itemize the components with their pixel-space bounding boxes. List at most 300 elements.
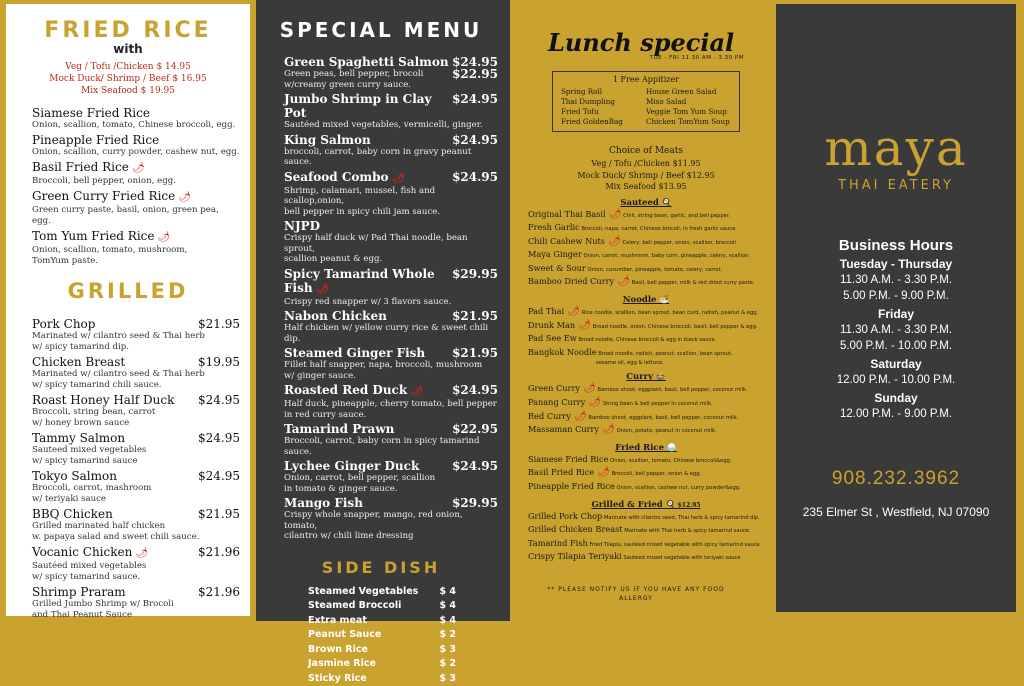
item-name-row bbox=[284, 133, 498, 147]
appetizer-box bbox=[552, 71, 740, 132]
logo-subtitle: THAI EATERY bbox=[776, 178, 1016, 193]
item-desc-line: Grilled marinated half chicken bbox=[32, 521, 240, 532]
special-item bbox=[284, 459, 498, 494]
item-desc-line: Sautéed mixed vegetables bbox=[32, 561, 240, 572]
side-dish-list bbox=[284, 585, 498, 686]
chili-pepper-icon: 🌶 bbox=[575, 320, 591, 331]
appetizer-item: Fried Tofu bbox=[561, 107, 646, 117]
item-desc-line: Onion, scallion, tomato, Chinese broccoli, egg. bbox=[32, 120, 240, 131]
address: 235 Elmer St , Westfield, NJ 07090 bbox=[776, 505, 1016, 519]
item-desc bbox=[32, 205, 240, 227]
business-hours bbox=[776, 257, 1016, 422]
lunch-item bbox=[528, 263, 764, 277]
menu-item bbox=[32, 545, 240, 583]
appetizer-item: Spring Roll bbox=[561, 87, 646, 97]
chili-pepper-icon: 🌶 bbox=[605, 236, 621, 247]
lunch-section-title bbox=[528, 371, 764, 382]
item-name-row bbox=[32, 393, 240, 407]
item-name: Tom Yum Fried Rice 🌶 bbox=[32, 229, 170, 245]
side-dish-row bbox=[284, 599, 498, 614]
special-item bbox=[284, 219, 498, 265]
lunch-item-desc: Broad noodle, onion, Chinese broccoli, basil, bell pepper & egg. bbox=[591, 324, 758, 330]
dish-icon: 🍳 bbox=[663, 499, 676, 509]
chili-pepper-icon: 🌶 bbox=[614, 276, 630, 287]
lunch-item bbox=[528, 209, 764, 223]
lunch-item-desc: Basil, bell pepper, milk & red dried curry paste. bbox=[630, 280, 755, 286]
lunch-item-desc: Onion, potato, peanut in coconut milk. bbox=[615, 428, 717, 434]
item-name-row bbox=[32, 545, 240, 561]
item-price: $29.95 bbox=[452, 496, 498, 510]
section-label: Curry bbox=[626, 372, 653, 382]
side-dish-row bbox=[284, 585, 498, 600]
menu-item bbox=[32, 469, 240, 505]
item-desc bbox=[284, 510, 498, 542]
side-dish-name: Brown Rice bbox=[308, 643, 368, 658]
lunch-item-desc: Marinate with cilantro seed, Thai herb & spicy tamarind dip. bbox=[602, 515, 760, 521]
lunch-item bbox=[528, 347, 764, 361]
item-desc bbox=[32, 407, 240, 429]
lunch-item-name: Massaman Curry bbox=[528, 424, 599, 434]
item-desc bbox=[32, 599, 240, 621]
lunch-item bbox=[528, 551, 764, 565]
item-name-row bbox=[284, 383, 498, 399]
lunch-item bbox=[528, 320, 764, 334]
lunch-item-desc: Chili, string bean, garlic, and bell pepper. bbox=[622, 213, 731, 219]
dish-icon: 🍜 bbox=[656, 294, 669, 304]
item-desc-line: Broccoli, string bean, carrot bbox=[32, 407, 240, 418]
item-name-row bbox=[284, 92, 498, 120]
special-menu-panel bbox=[256, 0, 510, 621]
chili-pepper-icon: 🌶 bbox=[132, 548, 148, 559]
item-name-row bbox=[284, 170, 498, 186]
item-name: King Salmon bbox=[284, 133, 371, 147]
item-desc bbox=[284, 186, 498, 218]
lunch-item-desc: String bean & bell pepper in coconut milk. bbox=[601, 401, 712, 407]
item-name: Green Curry Fried Rice 🌶 bbox=[32, 189, 191, 205]
hours-time: 5.00 P.M. - 9.00 P.M. bbox=[776, 288, 1016, 304]
lunch-item bbox=[528, 222, 764, 236]
lunch-item bbox=[528, 411, 764, 425]
lunch-item bbox=[528, 454, 764, 468]
lunch-item bbox=[528, 424, 764, 438]
lunch-item-name: Drunk Man bbox=[528, 320, 575, 330]
item-name-row bbox=[284, 346, 498, 360]
price-line: Mock Duck/ Shrimp / Beef $ 16.95 bbox=[16, 73, 240, 85]
item-name: Siamese Fried Rice bbox=[32, 106, 150, 120]
item-name: Shrimp Praram bbox=[32, 585, 126, 599]
lunch-item-desc: Marinate with Thai herb & spicy tamarind sauce. bbox=[623, 528, 751, 534]
appetizer-item: Chicken TomYum Soup bbox=[646, 117, 731, 127]
lunch-item-desc: Fried Tilapia, sautéed mixed vegetable with spicy tamarind sauce bbox=[588, 542, 760, 548]
item-name: Seafood Combo 🌶 bbox=[284, 170, 405, 186]
maya-logo: maya bbox=[776, 122, 1016, 174]
menu-item bbox=[32, 189, 240, 227]
appetizer-item: Thai Dumpling bbox=[561, 97, 646, 107]
item-desc-line: Broccoli, bell pepper, onion, egg. bbox=[32, 176, 240, 187]
lunch-item-name: Pineapple Fried Rice bbox=[528, 481, 615, 491]
lunch-item-name: Original Thai Basil bbox=[528, 209, 606, 219]
grilled-list bbox=[32, 317, 240, 621]
item-desc bbox=[284, 399, 498, 420]
lunch-item-desc: Bamboo shoot, eggplant, basil, bell pepper, coconut milk. bbox=[596, 387, 748, 393]
dish-icon: 🍚 bbox=[664, 442, 677, 452]
item-desc-line: Half chicken w/ yellow curry rice & sweet chili dip. bbox=[284, 323, 498, 344]
item-desc-line: w/ ginger sauce. bbox=[284, 371, 498, 382]
item-name-row bbox=[32, 355, 240, 369]
item-price: $24.95 bbox=[452, 383, 498, 399]
lunch-item-name: Chili Cashew Nuts bbox=[528, 236, 605, 246]
side-dish-row bbox=[284, 672, 498, 686]
item-desc-line: w/ teriyaki sauce bbox=[32, 494, 240, 505]
lunch-item bbox=[528, 236, 764, 250]
lunch-item-desc: Broccoli, napa, carrot, Chinese brocoli, in fresh garlic sauce. bbox=[580, 226, 737, 232]
with-label: with bbox=[16, 43, 240, 56]
item-desc-line: bell pepper in spicy chili jam sauce. bbox=[284, 207, 498, 218]
lunch-section-title bbox=[528, 442, 764, 453]
hours-time: 12.00 P.M. - 10.00 P.M. bbox=[776, 372, 1016, 388]
side-dish-name: Sticky Rice bbox=[308, 672, 367, 686]
price-line: Mix Seafood $ 19.95 bbox=[16, 85, 240, 97]
special-item bbox=[284, 170, 498, 218]
side-dish-price: $ 4 bbox=[439, 614, 456, 629]
lunch-item-name: Maya Ginger bbox=[528, 249, 582, 259]
side-dish-price: $ 2 bbox=[439, 657, 456, 672]
item-name-row bbox=[284, 496, 498, 510]
item-desc-line: Broccoli, carrot, mashroom bbox=[32, 483, 240, 494]
allergy-notice: ** PLEASE NOTIFY US IF YOU HAVE ANY FOOD ALLERGY bbox=[528, 585, 764, 603]
lunch-item-name: Tamarind Fish bbox=[528, 538, 588, 548]
item-price: $21.95 bbox=[198, 507, 240, 521]
item-price: $24.95 bbox=[198, 431, 240, 445]
special-item bbox=[284, 133, 498, 168]
item-desc bbox=[32, 331, 240, 353]
lunch-item bbox=[528, 511, 764, 525]
item-desc bbox=[32, 147, 240, 158]
item-name-row bbox=[284, 219, 498, 233]
item-desc-line: Sauteed mixed vegetables bbox=[32, 445, 240, 456]
chili-pepper-icon: 🌶 bbox=[154, 232, 170, 243]
menu-item bbox=[32, 317, 240, 353]
item-desc-line: Sautéed mixed vegetables, vermicelli, ginger. bbox=[284, 120, 498, 131]
item-price: $21.96 bbox=[198, 545, 240, 561]
side-dish-row bbox=[284, 643, 498, 658]
hours-day: Tuesday - Thursday bbox=[776, 257, 1016, 272]
chili-pepper-icon: 🌶 bbox=[585, 397, 601, 408]
item-name-row bbox=[32, 160, 240, 176]
dish-icon: 🍳 bbox=[659, 197, 672, 207]
menu-item bbox=[32, 507, 240, 543]
item-price: $24.95 bbox=[452, 459, 498, 473]
item-desc-line: w/ spicy tamarind chili sauce. bbox=[32, 380, 240, 391]
item-name: Roast Honey Half Duck bbox=[32, 393, 174, 407]
appetizer-grid bbox=[561, 87, 731, 127]
item-desc bbox=[284, 323, 498, 344]
item-price: $24.95 bbox=[452, 133, 498, 147]
lunch-item-name: Bangkok Noodle bbox=[528, 347, 597, 357]
menu-item bbox=[32, 431, 240, 467]
lunch-section-title bbox=[528, 294, 764, 305]
lunch-item-desc: Onion, scallion, cashew nut, curry powder&egg. bbox=[615, 485, 741, 491]
item-desc-line: Fillet half snapper, napa, broccoli, mushroom bbox=[284, 360, 498, 371]
hours-time: 11.30 A.M. - 3.30 P.M. bbox=[776, 322, 1016, 338]
fried-rice-title: FRIED RICE bbox=[16, 18, 240, 43]
lunch-item-name: Crispy Tilapia Teriyaki bbox=[528, 551, 622, 561]
meats-title: Choice of Meats bbox=[528, 146, 764, 156]
lunch-item bbox=[528, 538, 764, 552]
fried-rice-grilled-panel bbox=[6, 4, 250, 616]
chili-pepper-icon: 🌶 bbox=[388, 173, 404, 184]
chili-pepper-icon: 🌶 bbox=[129, 163, 145, 174]
lunch-item-desc: Broad noodle, Chinese broccoli & egg in black sauce. bbox=[577, 337, 716, 343]
item-desc-line: cilantro w/ chili lime dressing bbox=[284, 531, 498, 542]
item-name-row bbox=[284, 422, 498, 436]
item-desc-line: broccoli, carrot, baby corn in gravy peanut sauce. bbox=[284, 147, 498, 168]
item-price: $24.95 bbox=[452, 170, 498, 186]
lunch-item-name: Fresh Garlic bbox=[528, 222, 580, 232]
item-name: NJPD bbox=[284, 219, 320, 233]
item-name: Lychee Ginger Duck bbox=[284, 459, 419, 473]
lunch-item-name: Pad See Ew bbox=[528, 333, 577, 343]
item-desc bbox=[284, 233, 498, 265]
item-desc-line: w/ spicy tamarind sauce bbox=[32, 456, 240, 467]
item-desc-line: w/ spicy tamarind dip. bbox=[32, 342, 240, 353]
item-desc bbox=[284, 473, 498, 494]
item-desc-line: Onion, scallion, curry powder, cashew nut, egg. bbox=[32, 147, 240, 158]
item-desc-line: Onion, scallion, tomato, mushroom, bbox=[32, 245, 240, 256]
menu-item bbox=[32, 160, 240, 187]
lunch-item-desc: Bamboo shoot, eggplant, basil, bell pepper, coconut milk. bbox=[587, 415, 739, 421]
meat-price-line: Mix Seafood $13.95 bbox=[528, 181, 764, 193]
item-name-row bbox=[32, 189, 240, 205]
special-item bbox=[284, 422, 498, 457]
chili-pepper-icon: 🌶 bbox=[606, 209, 622, 220]
item-name-row bbox=[284, 267, 498, 297]
lunch-item-name: Red Curry bbox=[528, 411, 571, 421]
lunch-item bbox=[528, 306, 764, 320]
item-name-row bbox=[32, 469, 240, 483]
item-name: Spicy Tamarind Whole Fish 🌶 bbox=[284, 267, 452, 297]
side-dish-row bbox=[284, 628, 498, 643]
item-desc bbox=[32, 483, 240, 505]
lunch-item-desc: Celery, bell pepper, onion, scallion, broccoli bbox=[621, 240, 736, 246]
item-name: Vocanic Chicken 🌶 bbox=[32, 545, 148, 561]
lunch-item-name: Bamboo Dried Curry bbox=[528, 276, 614, 286]
lunch-item-desc: sesame oil, egg & lettuce. bbox=[528, 360, 764, 367]
menu-item bbox=[32, 229, 240, 267]
item-desc-line: Marinated w/ cilantro seed & Thai herb bbox=[32, 369, 240, 380]
side-dish-price: $ 3 bbox=[439, 643, 456, 658]
item-desc-line: Shrimp, calamari, mussel, fish and scallop,onion, bbox=[284, 186, 498, 207]
appetizer-item: Veggie Tom Yum Soup bbox=[646, 107, 731, 117]
lunch-item-name: Grilled Chicken Breast bbox=[528, 524, 623, 534]
item-name-row bbox=[32, 106, 240, 120]
item-name: Green Spaghetti Salmon bbox=[284, 55, 449, 69]
item-price-secondary: $22.95 bbox=[452, 69, 498, 80]
item-name-row bbox=[32, 585, 240, 599]
item-desc-line: Onion, carrot, bell pepper, scallion bbox=[284, 473, 498, 484]
section-label: Fried Rice bbox=[615, 443, 664, 453]
item-name-row bbox=[284, 459, 498, 473]
side-dish-name: Extra meat bbox=[308, 614, 367, 629]
lunch-item bbox=[528, 383, 764, 397]
item-desc bbox=[32, 521, 240, 543]
hours-time: 11.30 A.M. - 3.30 P.M. bbox=[776, 272, 1016, 288]
item-name-row bbox=[32, 507, 240, 521]
item-desc bbox=[284, 297, 498, 308]
lunch-sections bbox=[528, 197, 764, 565]
item-name: Jumbo Shrimp in Clay Pot bbox=[284, 92, 452, 120]
special-item bbox=[284, 267, 498, 308]
info-panel bbox=[776, 4, 1016, 612]
lunch-item bbox=[528, 467, 764, 481]
meats-list bbox=[528, 158, 764, 193]
chili-pepper-icon: 🌶 bbox=[571, 411, 587, 422]
menu-item bbox=[32, 355, 240, 391]
item-price: $24.95 bbox=[198, 393, 240, 407]
grilled-title: GRILLED bbox=[16, 279, 240, 303]
item-desc bbox=[32, 445, 240, 467]
side-dish-name: Jasmine Rice bbox=[308, 657, 376, 672]
special-item bbox=[284, 496, 498, 542]
item-desc bbox=[284, 436, 498, 457]
lunch-special-panel bbox=[512, 0, 774, 621]
meat-price-line: Veg / Tofu /Chicken $11.95 bbox=[528, 158, 764, 170]
appetizer-item: Miso Salad bbox=[646, 97, 731, 107]
item-name: Tammy Salmon bbox=[32, 431, 125, 445]
hours-day: Saturday bbox=[776, 357, 1016, 372]
chili-pepper-icon: 🌶 bbox=[175, 192, 191, 203]
hours-time: 12.00 P.M. - 9.00 P.M. bbox=[776, 406, 1016, 422]
special-menu-list bbox=[284, 55, 498, 542]
item-price: $21.95 bbox=[452, 346, 498, 360]
item-name: Mango Fish bbox=[284, 496, 363, 510]
item-desc bbox=[32, 176, 240, 187]
item-name-row bbox=[32, 229, 240, 245]
lunch-item-desc: Onion, carrot, mushroom, baby corn, pineapple, celery, scallion. bbox=[582, 253, 750, 259]
appetizer-title: 1 Free Appitizer bbox=[561, 75, 731, 84]
lunch-item-name: Grilled Pork Chop bbox=[528, 511, 602, 521]
item-price: $29.95 bbox=[452, 267, 498, 297]
item-name-row bbox=[32, 133, 240, 147]
lunch-item bbox=[528, 524, 764, 538]
lunch-item bbox=[528, 481, 764, 495]
item-desc-line: w. papaya salad and sweet chili sauce. bbox=[32, 532, 240, 543]
lunch-item-desc: Sauteed mixed vegetable with teriyaki sauce bbox=[622, 555, 741, 561]
lunch-item-name: Pad Thai bbox=[528, 306, 564, 316]
item-desc bbox=[284, 69, 498, 90]
item-desc-line: Grilled Jumbo Shrimp w/ Brocoli bbox=[32, 599, 240, 610]
item-desc bbox=[284, 120, 498, 131]
side-dish-name: Steamed Broccoli bbox=[308, 599, 401, 614]
item-name-row bbox=[32, 317, 240, 331]
business-hours-title: Business Hours bbox=[776, 237, 1016, 254]
item-price: $21.96 bbox=[198, 585, 240, 599]
dish-icon: 🍲 bbox=[653, 371, 666, 381]
lunch-item-desc: Onion, cucumber, pineapple, tomato, celery, carrot. bbox=[586, 267, 722, 273]
item-desc-line: w/ spicy tamarind sauce. bbox=[32, 572, 240, 583]
chili-pepper-icon: 🌶 bbox=[580, 383, 596, 394]
lunch-item-desc: Rice noodle, scallion, bean sprout, bean curd, radish, peanut & egg. bbox=[580, 310, 758, 316]
lunch-time: TUE - FRI 11.30 AM - 3.30 PM bbox=[528, 55, 744, 61]
side-dish-price: $ 4 bbox=[439, 599, 456, 614]
item-name: Steamed Ginger Fish bbox=[284, 346, 425, 360]
side-dish-price: $ 2 bbox=[439, 628, 456, 643]
lunch-section-title bbox=[528, 499, 764, 510]
item-desc-line bbox=[284, 69, 498, 80]
meat-price-line: Mock Duck/ Shrimp / Beef $12.95 bbox=[528, 170, 764, 182]
lunch-item-name: Panang Curry bbox=[528, 397, 585, 407]
menu-item bbox=[32, 133, 240, 158]
lunch-item-desc: Broccoli, bell pepper, onion & egg. bbox=[610, 471, 701, 477]
special-item bbox=[284, 309, 498, 344]
item-desc bbox=[32, 369, 240, 391]
item-price: $21.95 bbox=[198, 317, 240, 331]
chili-pepper-icon: 🌶 bbox=[594, 467, 610, 478]
item-desc-line: Crispy red snapper w/ 3 flavors sauce. bbox=[284, 297, 498, 308]
appetizer-item: Fried GoldenBag bbox=[561, 117, 646, 127]
hours-day: Friday bbox=[776, 307, 1016, 322]
fried-rice-list bbox=[32, 106, 240, 267]
section-price: $12.95 bbox=[676, 502, 701, 509]
item-desc-line: in red curry sauce. bbox=[284, 410, 498, 421]
lunch-item-name: Green Curry bbox=[528, 383, 580, 393]
phone-number: 908.232.3962 bbox=[776, 468, 1016, 490]
lunch-item-name: Sweet & Sour bbox=[528, 263, 586, 273]
section-label: Grilled & Fried bbox=[591, 500, 662, 510]
special-menu-title: SPECIAL MENU bbox=[264, 18, 498, 42]
item-name: BBQ Chicken bbox=[32, 507, 113, 521]
item-desc-line: scallion peanut & egg. bbox=[284, 254, 498, 265]
lunch-item-name: Basil Fried Rice bbox=[528, 467, 594, 477]
lunch-special-title: Lunch special bbox=[548, 28, 764, 57]
item-desc bbox=[32, 120, 240, 131]
item-price: $24.95 bbox=[452, 55, 498, 69]
lunch-item bbox=[528, 249, 764, 263]
item-desc bbox=[32, 245, 240, 267]
special-item bbox=[284, 346, 498, 381]
item-desc bbox=[284, 360, 498, 381]
desc-text: Green peas, bell pepper, brocoli bbox=[284, 69, 423, 80]
menu-item bbox=[32, 585, 240, 621]
item-name: Pork Chop bbox=[32, 317, 95, 331]
menu-item bbox=[32, 393, 240, 429]
item-desc-line: Crispy half duck w/ Pad Thai noodle, bean sprout, bbox=[284, 233, 498, 254]
item-name: Basil Fried Rice 🌶 bbox=[32, 160, 145, 176]
appetizer-item: House Green Salad bbox=[646, 87, 731, 97]
item-desc-line: Broccoli, carrot, baby corn in spicy tamarind sauce. bbox=[284, 436, 498, 457]
hours-time: 5.00 P.M. - 10.00 P.M. bbox=[776, 338, 1016, 354]
special-item bbox=[284, 92, 498, 131]
lunch-section-title bbox=[528, 197, 764, 208]
item-desc bbox=[32, 561, 240, 583]
price-line: Veg / Tofu /Chicken $ 14.95 bbox=[16, 61, 240, 73]
side-dish-price: $ 4 bbox=[439, 585, 456, 600]
hours-day: Sunday bbox=[776, 391, 1016, 406]
lunch-item-name: Siamese Fried Rice bbox=[528, 454, 608, 464]
item-desc-line: in tomato & ginger sauce. bbox=[284, 484, 498, 495]
side-dish-row bbox=[284, 657, 498, 672]
chili-pepper-icon: 🌶 bbox=[564, 306, 580, 317]
lunch-item-desc: Onion, scallion, tomato, Chinese broccoli&egg. bbox=[608, 458, 731, 464]
side-dish-title: SIDE DISH bbox=[264, 558, 498, 577]
item-desc-line: Green curry paste, basil, onion, green pea, egg. bbox=[32, 205, 240, 227]
side-dish-price: $ 3 bbox=[439, 672, 456, 686]
item-name: Pineapple Fried Rice bbox=[32, 133, 159, 147]
item-desc-line: w/ honey brown sauce bbox=[32, 418, 240, 429]
fried-rice-prices bbox=[16, 61, 240, 97]
lunch-item-desc: Broad noodle, radish, peanut, scallion, bean sprout, bbox=[597, 351, 733, 357]
item-name-row bbox=[284, 309, 498, 323]
